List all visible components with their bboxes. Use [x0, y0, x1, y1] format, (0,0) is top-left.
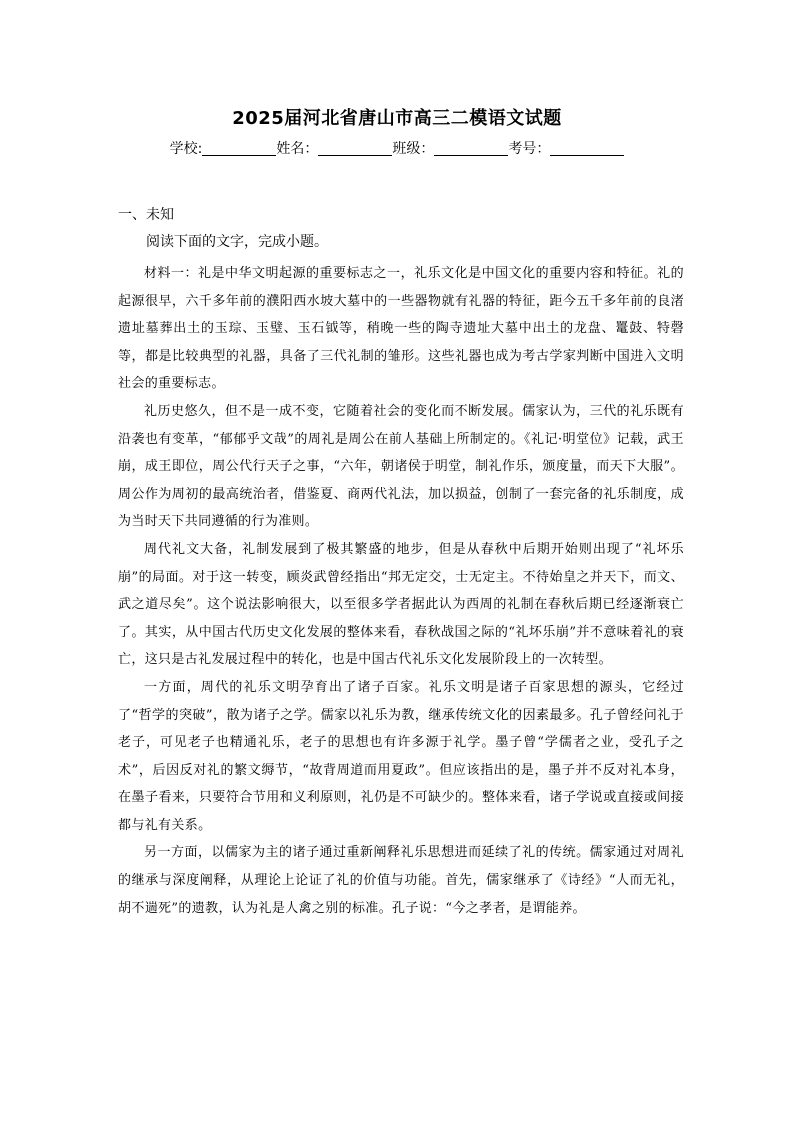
- school-label: 学校:: [169, 141, 203, 157]
- section-heading: 一、未知: [118, 207, 174, 223]
- name-blank[interactable]: [318, 141, 392, 156]
- class-blank[interactable]: [434, 141, 508, 156]
- passage-paragraph-2: 礼历史悠久，但不是一成不变，它随着社会的变化而不断发展。儒家认为，三代的礼乐既有沿袭也有变革，“郁郁乎文哉”的周礼是周公在前人基础上所制定的。《礼记·明堂位》记载，武王崩，成王即位，周公代行天子之事，“六年，朝诸侯于明堂，制礼作乐，颁度量，而天下大服”。周公作为周初的最高统治者，借鉴夏、商两代礼法，加以损益，创制了一套完备的礼乐制度，成为当时天下共同遵循的行为准则。: [118, 403, 684, 530]
- exam-number-blank[interactable]: [550, 141, 624, 156]
- reading-passage: [118, 260, 684, 922]
- student-info-line: [0, 138, 794, 158]
- passage-paragraph-3: 周代礼文大备，礼制发展到了极其繁盛的地步，但是从春秋中后期开始则出现了“礼坏乐崩”的局面。对于这一转变，顾炎武曾经指出“邦无定交，士无定主。不待始皇之并天下，而文、武之道尽矣”。这个说法影响很大，以至很多学者据此认为西周的礼制在春秋后期已经逐渐衰亡了。其实，从中国古代历史文化发展的整体来看，春秋战国之际的“礼坏乐崩”并不意味着礼的衰亡，这只是古礼发展过程中的转化，也是中国古代礼乐文化发展阶段上的一次转型。: [118, 541, 684, 668]
- name-label: 姓名：: [276, 141, 319, 157]
- school-blank[interactable]: [202, 141, 276, 156]
- passage-paragraph-4: 一方面，周代的礼乐文明孕育出了诸子百家。礼乐文明是诸子百家思想的源头，它经过了“哲学的突破”，散为诸子之学。儒家以礼乐为教，继承传统文化的因素最多。孔子曾经问礼于老子，可见老子也精通礼乐，老子的思想也有许多源于礼学。墨子曾“学儒者之业，受孔子之术”，后因反对礼的繁文缛节，“故背周道而用夏政”。但应该指出的是，墨子并不反对礼本身，在墨子看来，只要符合节用和义利原则，礼仍是不可缺少的。整体来看，诸子学说或直接或间接都与礼有关系。: [118, 679, 684, 833]
- exam-number-label: 考号：: [508, 141, 551, 157]
- exam-title: 2025届河北省唐山市高三二模语文试题: [232, 108, 562, 129]
- passage-paragraph-5: 另一方面，以儒家为主的诸子通过重新阐释礼乐思想进而延续了礼的传统。儒家通过对周礼的继承与深度阐释，从理论上论证了礼的价值与功能。首先，儒家继承了《诗经》“人而无礼，胡不遄死”的遗教，认为礼是人禽之别的标准。孔子说：“今之孝者，是谓能养。: [118, 845, 684, 916]
- passage-paragraph-1: 材料一：礼是中华文明起源的重要标志之一，礼乐文化是中国文化的重要内容和特征。礼的起源很早，六千多年前的濮阳西水坡大墓中的一些器物就有礼器的特征，距今五千多年前的良渚遗址墓葬出土的玉琮、玉璧、玉石钺等，稍晚一些的陶寺遗址大墓中出土的龙盘、鼍鼓、特磬等，都是比较典型的礼器，具备了三代礼制的雏形。这些礼器也成为考古学家判断中国进入文明社会的重要标志。: [118, 266, 684, 392]
- reading-instruction: 阅读下面的文字，完成小题。: [146, 234, 328, 250]
- class-label: 班级：: [392, 141, 435, 157]
